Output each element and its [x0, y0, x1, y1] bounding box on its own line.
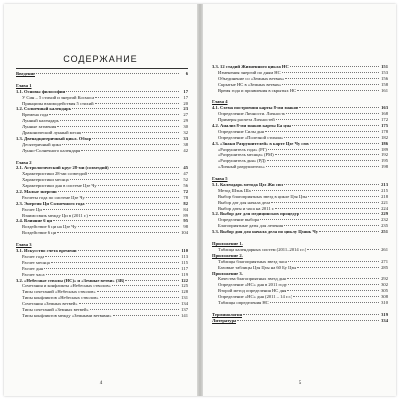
- toc-entry-page: 151: [381, 64, 388, 69]
- toc-entry-title: 1.1. Основы философии: [16, 88, 66, 94]
- dot-leader: [288, 284, 379, 285]
- dot-leader: [81, 150, 179, 151]
- toc-entry-title: Воздействие 6 ци на Цзе Чу: [22, 224, 77, 230]
- toc-entry-page: 224: [381, 205, 388, 211]
- toc-entry-page: 235: [381, 223, 388, 229]
- toc-entry-title: Приложение 3.: [212, 270, 243, 276]
- dot-leader: [284, 137, 379, 138]
- dot-leader: [285, 78, 379, 79]
- dot-leader: [57, 126, 179, 127]
- toc-entry-title: 3.2. «Небесные стволы (НС)» и «Земные ветви» (ЗВ): [16, 277, 125, 283]
- dot-leader: [310, 143, 379, 144]
- dot-leader: [275, 208, 379, 209]
- dot-leader: [79, 303, 179, 304]
- dot-leader: [293, 296, 379, 297]
- dot-leader: [60, 120, 179, 121]
- toc-entry-title: 4.1. Схема построения карты 8-ми знаков: [212, 105, 299, 111]
- dot-leader: [92, 138, 179, 139]
- toc-entry-title: Глава 4: [212, 99, 228, 105]
- toc-entry-page: 95: [183, 218, 188, 224]
- dot-leader: [78, 226, 179, 227]
- toc-entry-title: Определение Личности. Личность: [218, 111, 286, 117]
- dot-leader: [57, 232, 179, 233]
- toc-entry-title: Таблица календарных систем (2011–2014 г.г.): [218, 246, 307, 252]
- toc-entry: [16, 148, 188, 154]
- toc-entry-page: 229: [381, 211, 388, 217]
- toc-entry-title: Второй метод определения НС дня: [218, 288, 287, 294]
- toc-entry-title: Глава 1: [16, 82, 32, 88]
- dot-leader: [97, 291, 179, 292]
- toc-entry-title: Расчет дня: [22, 265, 43, 271]
- dot-leader: [58, 191, 179, 192]
- dot-leader: [266, 166, 379, 167]
- toc-entry-page: 78: [183, 194, 188, 200]
- toc-entry-title: Драконический лунный месяц: [22, 130, 82, 136]
- toc-entry-title: Таблицы определения НС: [218, 299, 269, 305]
- toc-entry-title: Воздействие 6 ци: [22, 230, 57, 236]
- toc-entry-page: 232: [381, 217, 388, 223]
- table-of-contents-left: [16, 71, 188, 319]
- dot-leader: [90, 309, 179, 310]
- toc-entry-page: 33: [183, 135, 188, 141]
- toc-entry-title: Определение «НС» дня (2011 – 14 г.г.): [218, 294, 293, 300]
- toc-entry-title: 1.3. Двенадцатеричный цикл. Обзор: [16, 135, 92, 141]
- toc-entry-title: Типы конфликтов между «Земными ветвями»: [22, 312, 112, 318]
- toc-entry-page: 285: [381, 264, 388, 270]
- table-of-contents-right: [212, 64, 388, 324]
- toc-entry-page: 261: [381, 246, 388, 252]
- dot-leader: [237, 320, 379, 321]
- toc-entry-title: 2.3. Энергия Ци Солнечного года: [16, 200, 85, 206]
- toc-entry-page: 115: [181, 259, 188, 265]
- toc-entry-title: Принципы взаимодействия 5 стихий: [22, 100, 94, 106]
- toc-entry-title: Введение: [16, 71, 36, 76]
- toc-entry-title: Лунно-Солнечного календаря: [22, 147, 81, 153]
- toc-entry: [212, 318, 388, 324]
- toc-entry: [212, 164, 388, 170]
- toc-entry-title: 3.3. 12 стадий Жизненного цикла НС: [212, 64, 289, 69]
- toc-entry-page: 189: [381, 146, 388, 152]
- toc-entry-title: «Разрушитель года» (РГ): [218, 146, 267, 152]
- dot-leader: [110, 167, 179, 168]
- toc-entry-title: Характеристики дня в системе Цзе Чу: [22, 183, 97, 189]
- dot-leader: [95, 103, 179, 104]
- dot-leader: [45, 256, 179, 257]
- dot-leader: [113, 315, 179, 316]
- toc-entry-title: Типы сочетаний «Небесных стволов»: [22, 289, 96, 295]
- dot-leader: [78, 250, 180, 251]
- toc-entry-title: Времена года: [22, 112, 49, 118]
- toc-entry-page: 305: [381, 288, 388, 294]
- dot-leader: [300, 213, 379, 214]
- toc-entry-title: 5.2. Выбор дат для медицинских процедур: [212, 211, 300, 217]
- toc-entry-title: Время года и проявления в скрытых НС: [218, 87, 297, 93]
- toc-entry-page: 182: [381, 134, 388, 140]
- toc-entry-title: Лунные затмения: [22, 124, 57, 130]
- toc-entry-page: 141: [181, 312, 188, 318]
- toc-entry: [16, 313, 188, 319]
- dot-leader: [36, 73, 179, 74]
- toc-entry-page: 122: [181, 277, 188, 283]
- toc-entry-page: 119: [181, 271, 188, 277]
- toc-entry-title: Взаимосвязь между Ци в (2011 г.): [22, 212, 88, 218]
- toc-entry-page: 82: [183, 200, 188, 206]
- contents-heading: СОДЕРЖАНИЕ: [63, 54, 138, 64]
- toc-entry-page: 198: [381, 164, 388, 170]
- toc-entry-title: Выбор дат для начала дела: [218, 199, 271, 205]
- toc-entry-page: 98: [183, 224, 188, 230]
- toc-entry-title: Расчет Ци: [22, 206, 42, 212]
- toc-entry-title: Расчет часа: [22, 271, 45, 277]
- toc-entry-title: Глава 3: [16, 242, 32, 248]
- toc-entry-title: Приложение 2.: [212, 252, 243, 258]
- dot-leader: [98, 185, 179, 186]
- toc-entry: [16, 71, 188, 77]
- toc-entry-page: 47: [183, 171, 188, 177]
- toc-entry-title: Таблицы благоприятных звезд часа: [218, 258, 288, 264]
- page-number-right: 5: [298, 381, 302, 386]
- toc-entry: [212, 300, 388, 306]
- dot-leader: [287, 290, 379, 291]
- dot-leader: [299, 107, 379, 108]
- toc-entry-page: 104: [181, 230, 188, 236]
- dot-leader: [66, 91, 179, 92]
- toc-entry-page: 161: [381, 87, 388, 93]
- dot-leader: [292, 125, 379, 126]
- toc-entry-page: 271: [381, 258, 388, 264]
- toc-entry-page: 218: [381, 193, 388, 199]
- toc-entry-title: «Разрушитель дня» (РД): [218, 158, 266, 164]
- dot-leader: [46, 274, 179, 275]
- dot-leader: [70, 179, 179, 180]
- toc-entry-page: 310: [381, 299, 388, 305]
- toc-entry-title: Скрытые НС в «Земных ветвях»: [218, 81, 282, 87]
- toc-entry-page: 292: [381, 276, 388, 282]
- dot-leader: [252, 190, 379, 191]
- toc-entry-title: Определение «НС» дня в 2011 году: [218, 282, 288, 288]
- dot-leader: [43, 209, 179, 210]
- toc-entry-page: 17: [183, 88, 188, 94]
- toc-entry-page: 163: [381, 105, 388, 111]
- toc-entry-page: 334: [381, 317, 388, 323]
- toc-entry-title: Благоприятные даты для лечения: [218, 223, 284, 229]
- toc-entry-title: Характеристики месяца: [22, 177, 69, 183]
- toc-entry-title: Расчет года: [22, 253, 45, 259]
- toc-entry-page: 319: [381, 311, 388, 317]
- toc-entry-page: 125: [181, 283, 188, 289]
- toc-entry-title: Типы конфликтов «Небесных стволов»: [22, 295, 99, 301]
- toc-entry-page: 84: [183, 206, 188, 212]
- dot-leader: [72, 108, 179, 109]
- toc-entry-page: 178: [381, 128, 388, 134]
- dot-leader: [95, 97, 179, 98]
- dot-leader: [287, 278, 379, 279]
- toc-entry-page: 134: [181, 301, 188, 307]
- toc-entry-page: 195: [381, 158, 388, 164]
- toc-entry-title: Сочетания и конфликты «Небесных стволов»: [22, 283, 111, 289]
- toc-entry-title: Примеры расчета Личностей: [218, 117, 275, 123]
- toc-entry-title: 1.2. Солнечный календарь: [16, 106, 72, 112]
- toc-entry-page: 302: [381, 282, 388, 288]
- toc-entry-page: 23: [183, 106, 188, 112]
- toc-entry-title: 5.3. Выбор дня для начала дела по циклу Цзянь Чу: [212, 229, 319, 235]
- toc-entry-title: Определение Силы дня: [218, 128, 264, 134]
- toc-entry-page: 175: [381, 123, 388, 129]
- toc-entry-page: 30: [183, 124, 188, 130]
- toc-entry-page: 128: [181, 289, 188, 295]
- dot-leader: [288, 261, 379, 262]
- toc-entry-page: 215: [381, 187, 388, 193]
- dot-leader: [297, 267, 379, 268]
- dot-leader: [86, 197, 179, 198]
- toc-entry-page: 56: [183, 183, 188, 189]
- toc-entry-title: Лунный календарь: [22, 118, 59, 124]
- toc-entry-page: 186: [381, 140, 388, 146]
- top-rule: [16, 68, 188, 69]
- toc-entry-page: 168: [381, 111, 388, 117]
- toc-entry-page: 27: [183, 112, 188, 118]
- dot-leader: [286, 113, 379, 114]
- toc-entry-page: 131: [181, 295, 188, 301]
- page-number-left: 4: [99, 381, 103, 386]
- dot-leader: [267, 160, 379, 161]
- dot-leader: [89, 215, 179, 216]
- dot-leader: [275, 154, 379, 155]
- toc-entry-page: 52: [183, 177, 188, 183]
- toc-entry-page: 117: [181, 265, 188, 271]
- toc-entry-title: Литература: [212, 317, 237, 323]
- dot-leader: [268, 149, 379, 150]
- dot-leader: [44, 268, 179, 269]
- toc-entry-page: 153: [381, 69, 388, 75]
- left-page: [4, 4, 197, 396]
- toc-entry-title: Типы сочетаний «Земных ветвей»: [22, 306, 89, 312]
- toc-entry-title: Изменения энергий по дням НС: [218, 69, 281, 75]
- dot-leader: [51, 262, 179, 263]
- dot-leader: [319, 231, 379, 232]
- dot-leader: [308, 196, 379, 197]
- dot-leader: [243, 314, 379, 315]
- toc-entry-title: Расчеты года по системе Цзе Чу: [22, 194, 85, 200]
- toc-entry-page: 42: [183, 147, 188, 153]
- dot-leader: [260, 219, 379, 220]
- toc-entry-title: 3.1. Искусство счета времени: [16, 248, 77, 254]
- dot-leader: [82, 132, 179, 133]
- toc-entry-title: Приложение 1.: [212, 241, 243, 247]
- toc-entry-page: 308: [381, 294, 388, 300]
- toc-entry-page: 192: [381, 152, 388, 158]
- toc-entry-page: 251: [381, 229, 388, 235]
- toc-entry-page: 110: [181, 248, 188, 254]
- toc-entry-page: 32: [183, 130, 188, 136]
- toc-entry-page: 89: [183, 212, 188, 218]
- dot-leader: [276, 119, 379, 120]
- dot-leader: [53, 220, 179, 221]
- dot-leader: [125, 280, 179, 281]
- toc-entry-page: 156: [381, 75, 388, 81]
- dot-leader: [88, 173, 179, 174]
- toc-entry-title: Объединение со «Земных ветвях»: [218, 75, 285, 81]
- toc-entry-title: 4.3. «Знаки Разрушителей» в карте Цзе Чу сюх: [212, 140, 309, 146]
- toc-entry: [212, 88, 388, 94]
- toc-entry-title: Качества благоприятных звезд дня: [218, 276, 286, 282]
- toc-entry-title: Сочетания «Земных ветвей»: [22, 301, 78, 307]
- toc-entry-title: Характеристики 28-ми созвездий: [22, 171, 88, 177]
- toc-entry-title: Базовые таблицы Цзя Цзы на 60 Бу Цзы: [218, 264, 297, 270]
- toc-entry-title: У Син – 5 стихий и энергий Космоса: [22, 94, 95, 100]
- toc-entry-page: 172: [381, 117, 388, 123]
- dot-leader: [284, 225, 379, 226]
- dot-leader: [290, 66, 379, 67]
- dot-leader: [284, 184, 379, 185]
- toc-entry-page: 72: [183, 189, 188, 195]
- toc-entry-page: 6: [185, 71, 188, 76]
- dot-leader: [297, 90, 379, 91]
- toc-entry-title: Определение выбора: [218, 217, 260, 223]
- dot-leader: [270, 302, 379, 303]
- toc-entry-page: 221: [381, 199, 388, 205]
- toc-entry-title: 5.1. Календарь метода Цзэ Жи сюэ: [212, 182, 284, 188]
- toc-entry-title: 2.1. Астрологический круг 28-ми (созвездий): [16, 165, 109, 171]
- toc-entry-title: «Разрушитель месяца» (РМ): [218, 152, 274, 158]
- dot-leader: [112, 285, 179, 286]
- toc-entry-page: 17: [183, 94, 188, 100]
- toc-entry-title: 2.2. Малые энергии: [16, 189, 57, 195]
- dot-leader: [271, 202, 379, 203]
- toc-entry-title: 4.2. Анализ 8-ми знаков карты Ба цзы: [212, 123, 292, 129]
- right-page: [203, 4, 396, 396]
- dot-leader: [62, 144, 179, 145]
- toc-entry-page: 137: [181, 306, 188, 312]
- toc-entry-title: Определение «Полезной стихии»: [218, 134, 284, 140]
- toc-entry-title: Метод Шэнь Ша: [218, 187, 251, 193]
- dot-leader: [282, 84, 379, 85]
- toc-entry-page: 213: [381, 182, 388, 188]
- book-spread: [4, 4, 396, 396]
- toc-entry-page: 113: [181, 253, 188, 259]
- toc-entry-title: Десятеричный цикл: [22, 141, 62, 147]
- dot-leader: [49, 114, 179, 115]
- dot-leader: [265, 131, 379, 132]
- toc-entry-page: 20: [183, 100, 188, 106]
- toc-entry-title: «Личный разрушитель»: [218, 164, 265, 170]
- toc-entry-page: 29: [183, 118, 188, 124]
- dot-leader: [307, 249, 379, 250]
- toc-entry-title: Глава 5: [212, 176, 228, 182]
- dot-leader: [86, 203, 179, 204]
- toc-entry-title: Расчет месяца: [22, 259, 50, 265]
- dot-leader: [282, 72, 379, 73]
- toc-entry-page: 45: [183, 165, 188, 171]
- toc-entry-title: Выбор благоприятных звезд в цикле Цзя Цзы: [218, 193, 308, 199]
- dot-leader: [100, 297, 179, 298]
- toc-entry: [212, 229, 388, 235]
- toc-entry-title: Выбор даты и часа на 2011 г.: [218, 205, 275, 211]
- toc-entry-page: 158: [381, 81, 388, 87]
- toc-entry-title: Терминология: [212, 311, 243, 317]
- toc-entry: [16, 230, 188, 236]
- toc-entry-title: 2.4. Влияние 6 ци: [16, 218, 53, 224]
- toc-entry-page: 38: [183, 141, 188, 147]
- toc-entry-title: Глава 2: [16, 159, 32, 165]
